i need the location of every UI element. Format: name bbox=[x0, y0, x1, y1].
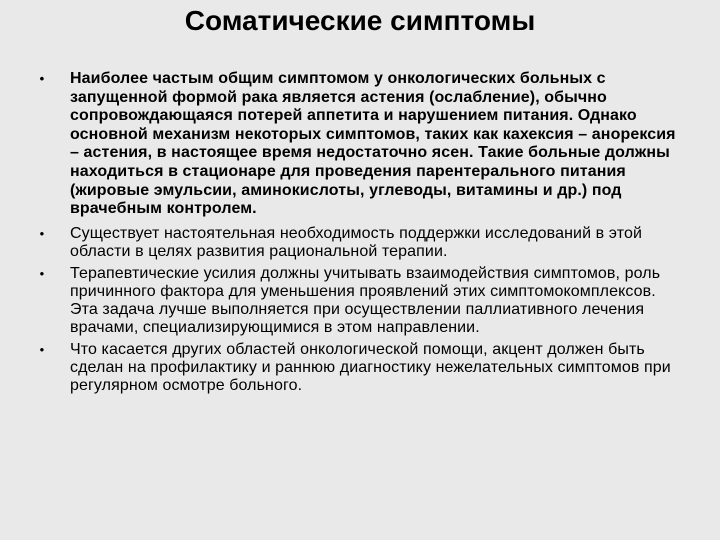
bullet-dot-icon: • bbox=[39, 225, 45, 241]
bullet-dot-icon: • bbox=[39, 265, 45, 281]
bullet-list bbox=[36, 70, 686, 399]
bullet-item-prevention bbox=[36, 341, 686, 395]
bullet-item-research bbox=[36, 225, 686, 261]
bullet-text: Существует настоятельная необходимость поддержки исследований в этой области в целях развития рациональной терапии. bbox=[70, 224, 643, 260]
bullet-text: Наиболее частым общим симптомом у онкологических больных с запущенной формой рака является астения (ослабление), обычно сопровождающаяся потерей аппетита и нарушением питания. Однако основной механизм некоторых симптомов, таких как кахексия – анорексия – астения, в настоящее время недостаточно ясен. Такие больные должны находиться в стационаре для проведения парентерального питания (жировые эмульсии, аминокислоты, углеводы, витамины и др.) под врачебным контролем. bbox=[70, 70, 676, 218]
bullet-item-asthenia bbox=[36, 70, 686, 219]
slide-title: Соматические симптомы bbox=[184, 5, 536, 36]
bullet-text: Что касается других областей онкологической помощи, акцент должен быть сделан на профилактику и раннюю диагностику нежелательных симптомов при регулярном осмотре больного. bbox=[70, 340, 671, 394]
bullet-text: Терапевтические усилия должны учитывать взаимодействия симптомов, роль причинного фактора для уменьшения проявлений этих симптомокомплексов. Эта задача лучше выполняется при осуществлении паллиативного лечения врачами, специализирующимися в этом направлении. bbox=[70, 264, 661, 336]
bullet-item-therapy bbox=[36, 265, 686, 337]
bullet-dot-icon: • bbox=[39, 71, 45, 86]
bullet-dot-icon: • bbox=[39, 341, 45, 357]
